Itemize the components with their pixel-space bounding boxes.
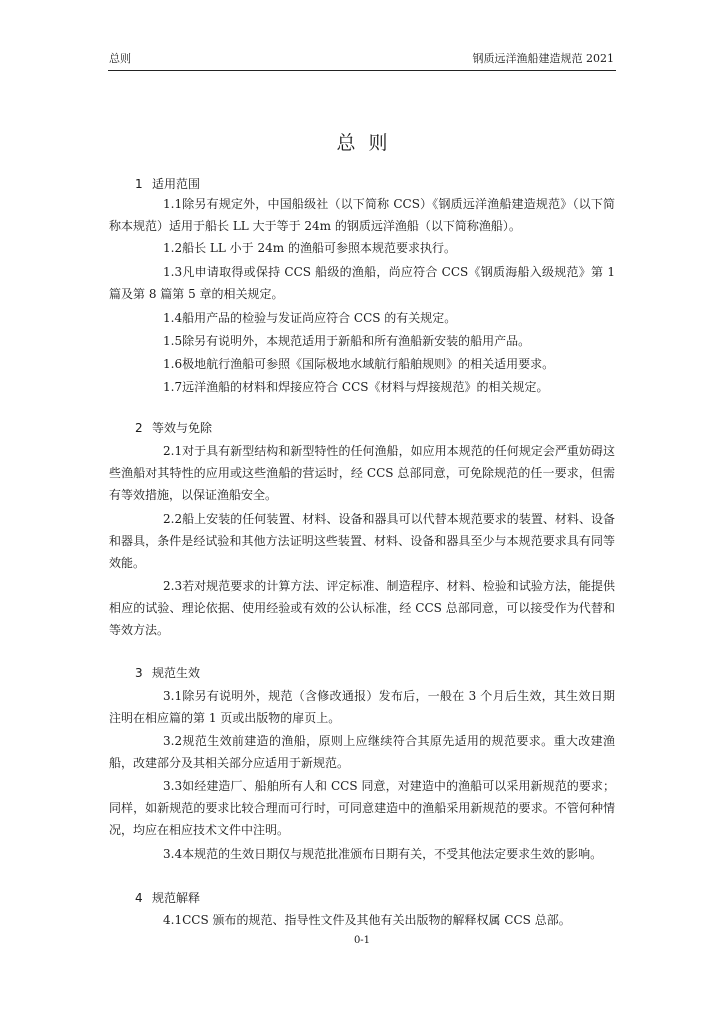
running-header-right: 钢质远洋渔船建造规范 2021 xyxy=(472,52,614,65)
paragraph-3-2: 3.2规范生效前建造的渔船，原则上应继续符合其原先适用的规范要求。重大改建渔船，改建部分及其相关部分应适用于新规范。 xyxy=(109,734,615,770)
paragraph-1-6: 1.6极地航行渔船可参照《国际极地水域航行船舶规则》的相关适用要求。 xyxy=(163,357,555,371)
section-title: 等效与免除 xyxy=(152,421,213,435)
section-number: 2 xyxy=(135,421,143,435)
paragraph-2-2: 2.2船上安装的任何装置、材料、设备和器具可以代替本规范要求的装置、材料、设备和器具，条件是经试验和其他方法证明这些装置、材料、设备和器具至少与本规范要求具有同等效能。 xyxy=(109,512,615,570)
section-number: 4 xyxy=(135,891,143,905)
paragraph-1-3: 1.3凡申请取得或保持 CCS 船级的渔船，尚应符合 CCS《钢质海船入级规范》第 1 篇及第 8 篇第 5 章的相关规定。 xyxy=(109,265,615,301)
paragraph-1-4: 1.4船用产品的检验与发证尚应符合 CCS 的有关规定。 xyxy=(163,311,457,325)
paragraph-1-2: 1.2船长 LL 小于 24m 的渔船可参照本规范要求执行。 xyxy=(163,241,456,255)
section-title: 规范生效 xyxy=(152,666,201,680)
section-heading-2 xyxy=(135,419,212,437)
paragraph-3-3: 3.3如经建造厂、船舶所有人和 CCS 同意，对建造中的渔船可以采用新规范的要求；同样，如新规范的要求比较合理而可行时，可同意建造中的渔船采用新规范的要求。不管何种情况，均应在相应技术文件中注明。 xyxy=(109,779,615,837)
section-title: 规范解释 xyxy=(152,891,201,905)
section-heading-1 xyxy=(135,175,200,193)
paragraph-1-1: 1.1除另有规定外，中国船级社（以下简称 CCS）《钢质远洋渔船建造规范》（以下简称本规范）适用于船长 LL 大于等于 24m 的钢质远洋渔船（以下简称渔船）。 xyxy=(109,197,615,233)
paragraph-3-1: 3.1除另有说明外，规范（含修改通报）发布后，一般在 3 个月后生效，其生效日期注明在相应篇的第 1 页或出版物的扉页上。 xyxy=(109,689,615,725)
section-number: 1 xyxy=(135,177,143,191)
page-number: 0-1 xyxy=(353,935,371,946)
paragraph-2-3: 2.3若对规范要求的计算方法、评定标准、制造程序、材料、检验和试验方法，能提供相应的试验、理论依据、使用经验或有效的公认标准，经 CCS 总部同意，可以接受作为代替和等效方法。 xyxy=(109,579,615,637)
section-heading-3 xyxy=(135,664,200,682)
paragraph-4-1: 4.1CCS 颁布的规范、指导性文件及其他有关出版物的解释权属 CCS 总部。 xyxy=(163,913,571,927)
header-rule xyxy=(108,70,616,71)
paragraph-1-5: 1.5除另有说明外，本规范适用于新船和所有渔船新安装的船用产品。 xyxy=(163,334,531,348)
paragraph-1-7: 1.7远洋渔船的材料和焊接应符合 CCS《材料与焊接规范》的相关规定。 xyxy=(163,380,549,394)
paragraph-3-4: 3.4本规范的生效日期仅与规范批准颁布日期有关，不受其他法定要求生效的影响。 xyxy=(163,847,603,861)
running-header-left: 总则 xyxy=(109,52,131,65)
paragraph-2-1: 2.1对于具有新型结构和新型特性的任何渔船，如应用本规范的任何规定会严重妨碍这些渔船对其特性的应用或这些渔船的营运时，经 CCS 总部同意，可免除规范的任一要求，但需有等效措施，以保证渔船安全。 xyxy=(109,444,615,502)
section-title: 适用范围 xyxy=(152,177,201,191)
section-heading-4 xyxy=(135,889,200,907)
section-number: 3 xyxy=(135,666,143,680)
page-title: 总则 xyxy=(336,132,401,154)
